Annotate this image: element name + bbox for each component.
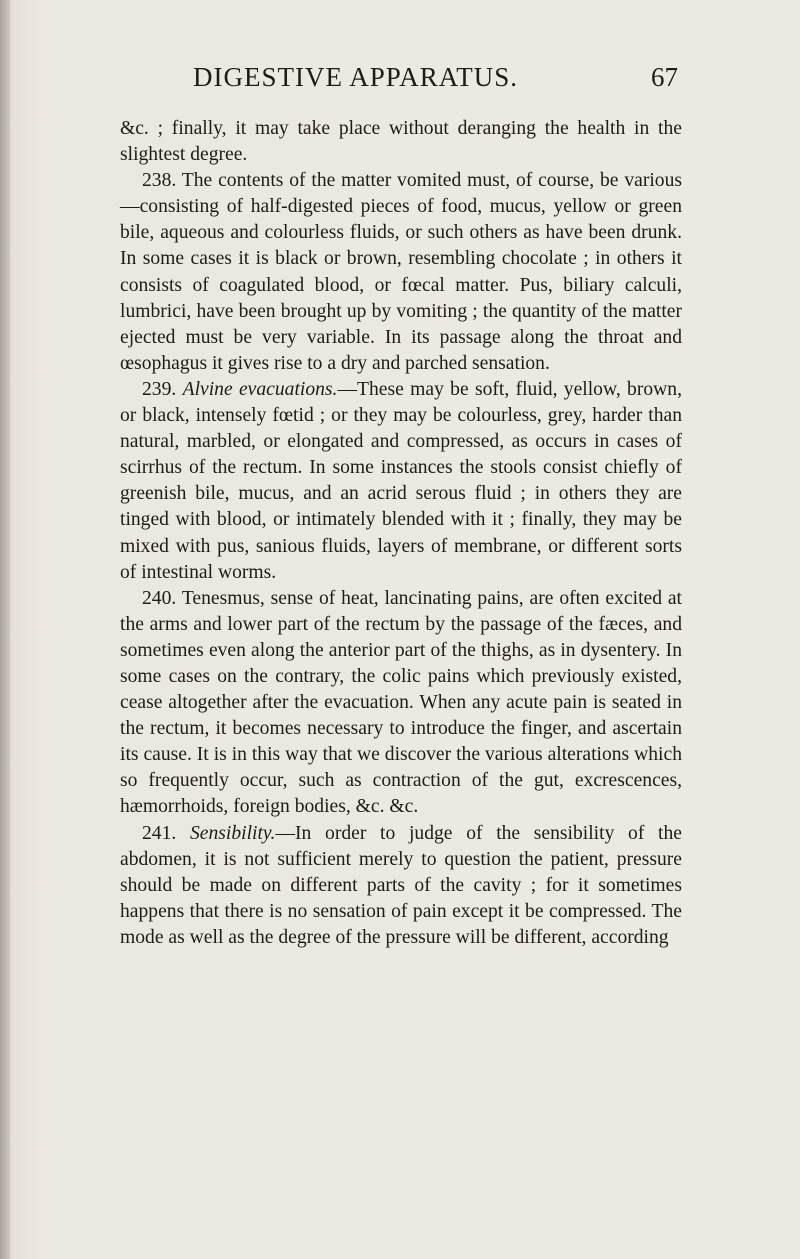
paragraph-number: 241.	[142, 822, 177, 844]
binding-edge	[0, 0, 10, 1259]
body-text	[120, 116, 682, 951]
page-number: 67	[651, 62, 678, 92]
paragraph-240	[120, 586, 682, 821]
section-heading: Alvine evacuations.	[182, 378, 338, 400]
paragraph-number: 239.	[142, 378, 177, 400]
paragraph-number: 240.	[142, 587, 177, 609]
paragraph-241	[120, 821, 682, 951]
paragraph-text: —These may be soft, fluid, yellow, brown, or black, intensely fœtid ; or they may be colourless, grey, harder than natural, marbled, or elongated and compressed, as occurs in cases of scirrhus of the rectum. In some instances the stools consist chiefly of greenish bile, mucus, and an acrid serous fluid ; in others they are tinged with blood, or intimately blended with it ; finally, they may be mixed with pus, sanious fluids, layers of membrane, or different sorts of intestinal worms.	[120, 378, 682, 583]
paragraph-continuation	[120, 116, 682, 168]
paragraph-text: The contents of the matter vomited must, of course, be various—consisting of half-digested pieces of food, mucus, yellow or green bile, aqueous and colourless fluids, or such others as have been drunk. In some cases it is black or brown, resembling chocolate ; in others it consists of coagulated blood, or fœcal matter. Pus, biliary calculi, lumbrici, have been brought up by vomiting ; the quantity of the matter ejected must be very variable. In its passage along the throat and œsophagus it gives rise to a dry and parched sensation.	[120, 170, 683, 374]
paragraph-text: —In order to judge of the sensibility of the abdomen, it is not sufficient merely to question the patient, pressure should be made on different parts of the cavity ; for it sometimes happens that there is no sensation of pain except it be compressed. The mode as well as the degree of the pressure will be different, according	[120, 822, 682, 948]
running-head	[108, 62, 678, 102]
paragraph-number: 238.	[142, 170, 177, 192]
paragraph-239	[120, 377, 682, 586]
paragraph-text: Tenesmus, sense of heat, lancinating pains, are often excited at the arms and lower part of the rectum by the passage of the fæces, and sometimes even along the anterior part of the thighs, as in dysentery. In some cases on the contrary, the colic pains which previously existed, cease altogether after the evacuation. When any acute pain is seated in the rectum, it becomes necessary to introduce the finger, and ascertain its cause. It is in this way that we discover the various alterations which so frequently occur, such as contraction of the gut, excrescences, hæmorrhoids, foreign bodies, &c. &c.	[120, 587, 683, 818]
paragraph-text: &c. ; finally, it may take place without deranging the health in the slightest degree.	[120, 118, 682, 166]
running-title: DIGESTIVE APPARATUS.	[193, 62, 519, 92]
paragraph-238	[120, 168, 682, 377]
section-heading: Sensibility.	[189, 822, 276, 844]
